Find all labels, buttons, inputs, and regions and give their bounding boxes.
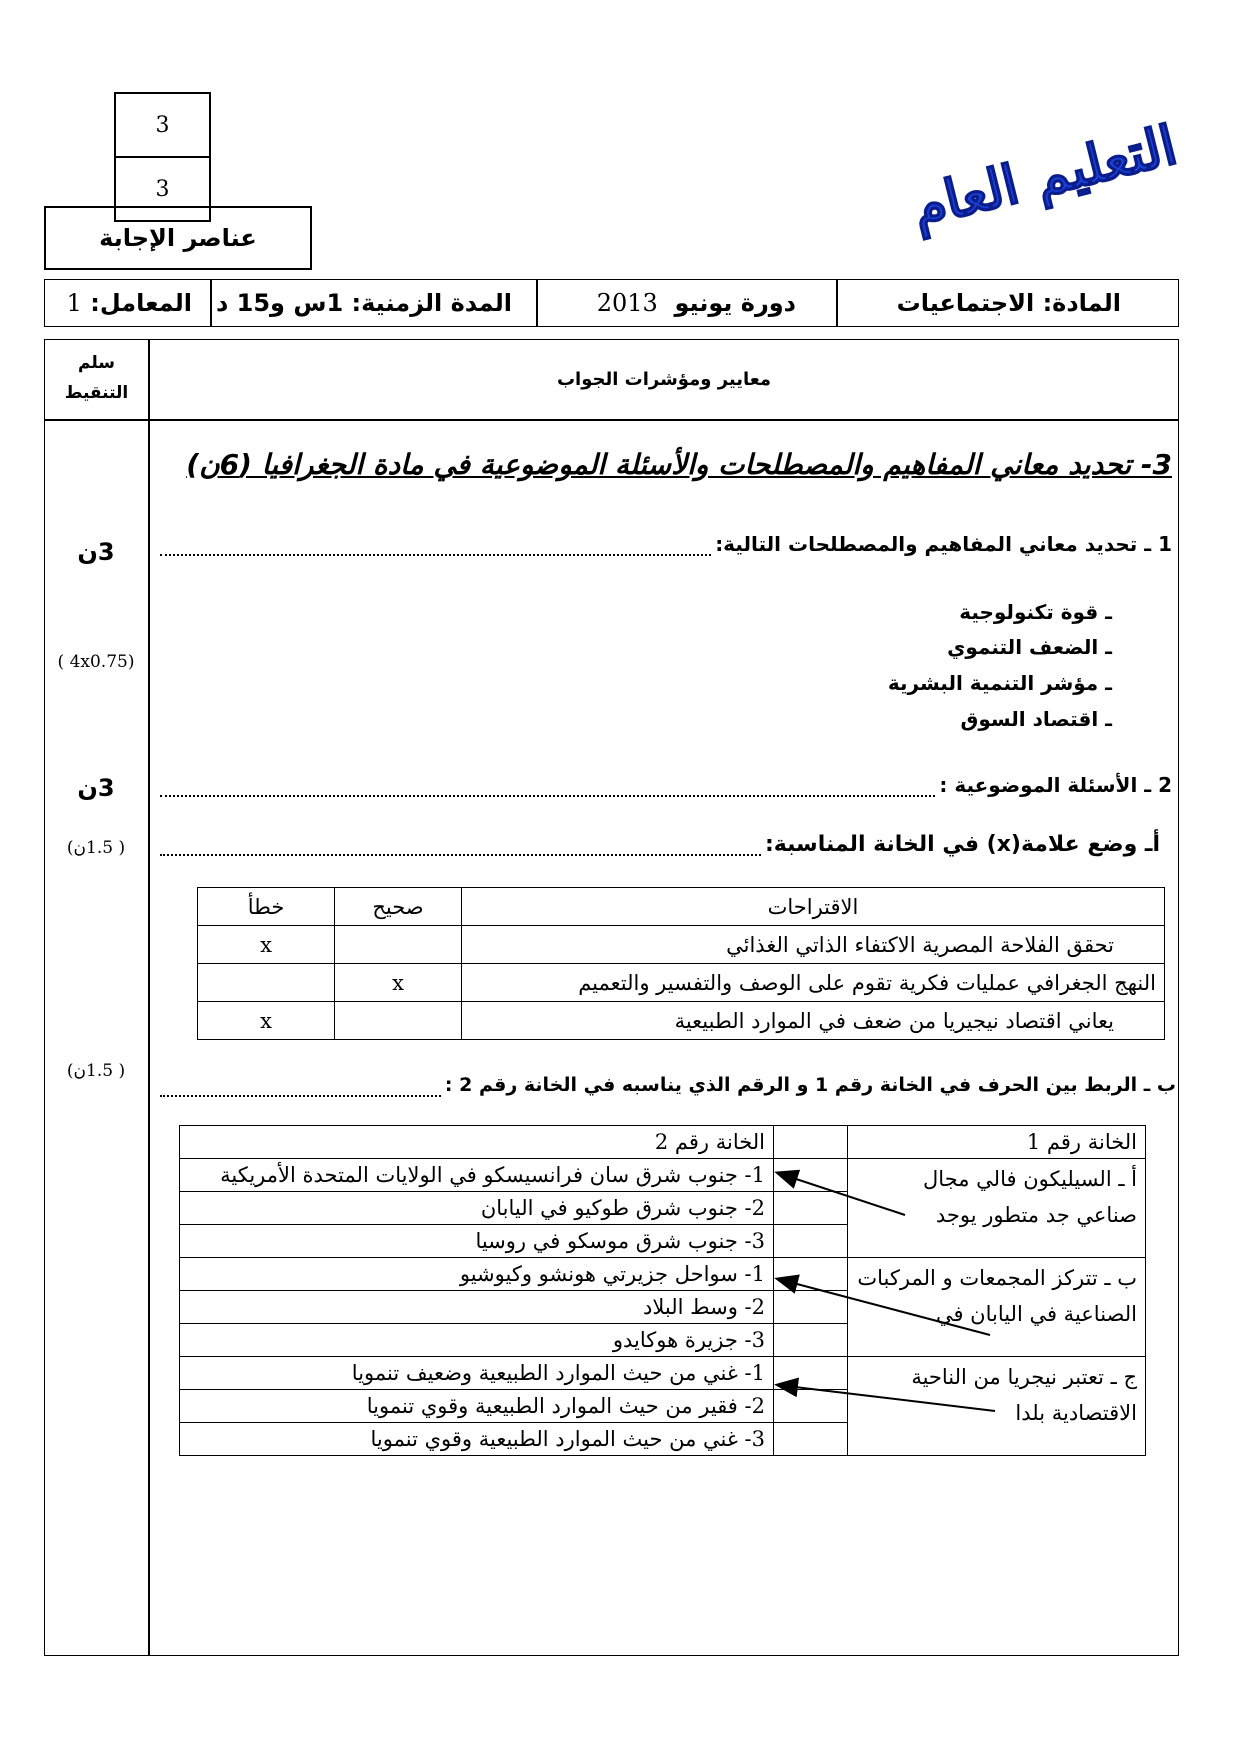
q2a-mark: ( 1.5ن) — [66, 838, 126, 858]
logo-text: التعليم العام — [905, 112, 1183, 240]
option-cell: 2- جنوب شرق طوكيو في اليابان — [180, 1192, 774, 1225]
prompt-cell: أ ـ السيليكون فالي مجال صناعي جد متطور يوجد — [848, 1159, 1146, 1258]
q2-mark: 3ن — [77, 774, 115, 802]
q2-text: 2 ـ الأسئلة الموضوعية : — [939, 773, 1172, 797]
coef-value: 1 — [66, 289, 82, 317]
session-year: 2013 — [596, 289, 658, 317]
q1-mark-detail: ( 4x0.75) — [57, 652, 135, 672]
arrow-line — [778, 1385, 995, 1411]
correct-header: صحيح — [335, 888, 462, 926]
proposals-header: الاقتراحات — [462, 888, 1165, 926]
wrong-cell: x — [198, 926, 335, 964]
option-cell: 1- سواحل جزيرتي هونشو وكيوشيو — [180, 1258, 774, 1291]
arrow-line — [778, 1279, 990, 1335]
term-item: ـ الضعف التنموي — [947, 635, 1112, 659]
option-cell: 1- جنوب شرق سان فرانسيسكو في الولايات المتحدة الأمريكية — [180, 1159, 774, 1192]
option-cell: 3- جزيرة هوكايدو — [180, 1324, 774, 1357]
proposal-cell: يعاني اقتصاد نيجيريا من ضعف في الموارد الطبيعية — [462, 1002, 1165, 1040]
duration-label: المدة الزمنية: — [351, 289, 512, 317]
page-box-top-value: 3 — [155, 112, 170, 138]
option-cell: 2- وسط البلاد — [180, 1291, 774, 1324]
option-cell: 2- فقير من حيث الموارد الطبيعية وقوي تنمويا — [180, 1390, 774, 1423]
answers-label: عناصر الإجابة — [99, 224, 257, 252]
option-cell: 1- غني من حيث الموارد الطبيعية وضعيف تنمويا — [180, 1357, 774, 1390]
page-box-bottom-value: 3 — [155, 176, 170, 202]
duration-value: 1س و15 د — [215, 289, 344, 317]
proposal-cell: تحقق الفلاحة المصرية الاكتفاء الذاتي الغذائي — [462, 926, 1165, 964]
col2-header: الخانة رقم 2 — [180, 1126, 774, 1159]
q2b-mark: ( 1.5ن) — [66, 1061, 126, 1081]
q2a-text: أـ وضع علامة(x) في الخانة المناسبة: — [764, 831, 1160, 857]
prompt-cell: ج ـ تعتبر نيجريا من الناحية الاقتصادية بلدا — [848, 1357, 1146, 1456]
wrong-header: خطأ — [198, 888, 335, 926]
criteria-column-label: معايير ومؤشرات الجواب — [556, 369, 772, 390]
q1-text: 1 ـ تحديد معاني المفاهيم والمصطلحات التالية: — [715, 532, 1172, 556]
proposal-cell: النهج الجغرافي عمليات فكرية تقوم على الوصف والتفسير والتعميم — [462, 964, 1165, 1002]
session-label: دورة يونيو — [674, 289, 796, 317]
q2b-text: ب ـ الربط بين الحرف في الخانة رقم 1 و الرقم الذي يناسبه في الخانة رقم 2 : — [444, 1074, 1176, 1096]
arrow-line — [778, 1173, 905, 1215]
section-title: 3- تحديد معاني المفاهيم والمصطلحات والأسئلة الموضوعية في مادة الجغرافيا (6ن) — [186, 448, 1172, 481]
correct-cell: x — [335, 964, 462, 1002]
option-cell: 3- جنوب شرق موسكو في روسيا — [180, 1225, 774, 1258]
col1-header: الخانة رقم 1 — [848, 1126, 1146, 1159]
prompt-cell: ب ـ تتركز المجمعات و المركبات الصناعية في اليابان في — [848, 1258, 1146, 1357]
option-cell: 3- غني من حيث الموارد الطبيعية وقوي تنمويا — [180, 1423, 774, 1456]
q1-mark: 3ن — [77, 538, 115, 566]
subject-label: المادة: الاجتماعيات — [896, 289, 1121, 317]
coef-label: المعامل: — [90, 289, 192, 317]
term-item: ـ اقتصاد السوق — [960, 707, 1112, 731]
scale-column-label: سلم التنقيط — [64, 353, 129, 403]
wrong-cell: x — [198, 1002, 335, 1040]
term-item: ـ مؤشر التنمية البشرية — [887, 671, 1112, 695]
term-item: ـ قوة تكنولوجية — [959, 600, 1112, 624]
